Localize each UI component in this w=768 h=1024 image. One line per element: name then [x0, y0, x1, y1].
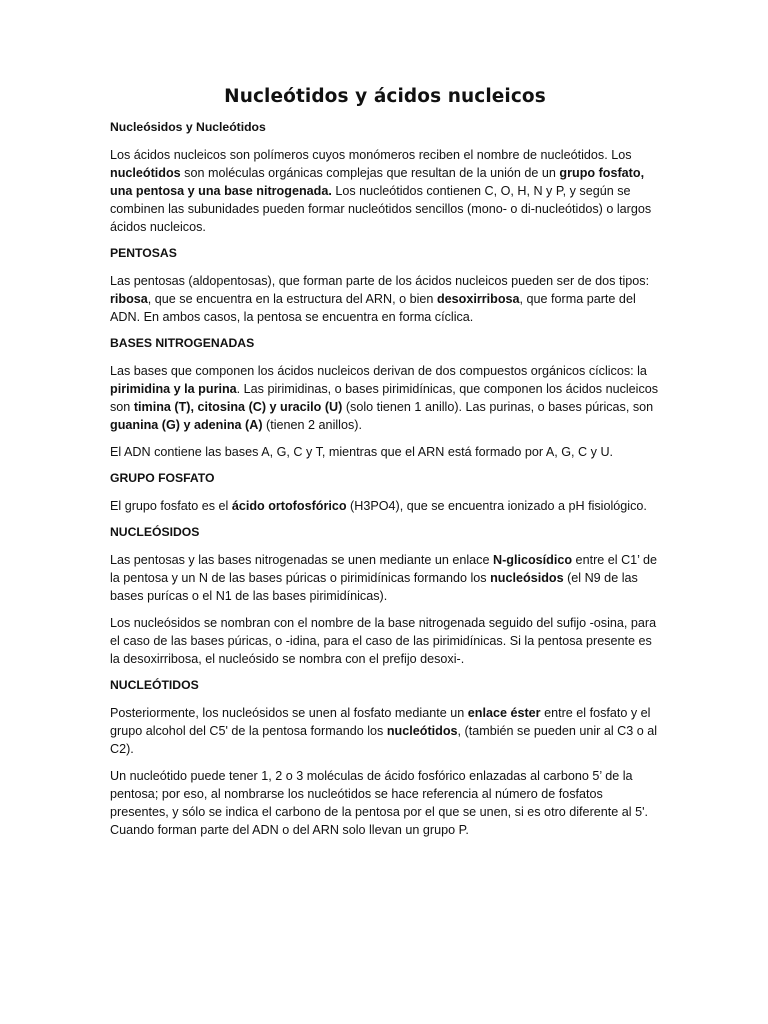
section-heading: GRUPO FOSFATO [110, 471, 215, 485]
text-run: Los ácidos nucleicos son polímeros cuyos monómeros reciben el nombre de nucleótidos. Los [110, 148, 632, 162]
section-heading: Nucleósidos y Nucleótidos [110, 120, 266, 134]
text-run: (H3PO4), que se encuentra ionizado a pH fisiológico. [346, 499, 647, 513]
text-run: Las bases que componen los ácidos nucleicos derivan de dos compuestos orgánicos cíclicos: la [110, 364, 647, 378]
document-title: Nucleótidos y ácidos nucleicos [224, 86, 546, 107]
bold-term: nucleósidos [490, 571, 564, 585]
text-run: , que forma parte del ADN. En ambos casos, la pentosa se encuentra en forma cíclica. [110, 292, 636, 324]
body-paragraph [110, 272, 660, 326]
body-paragraph [110, 614, 660, 668]
text-run: , (también se pueden unir al C3 o al C2). [110, 724, 658, 756]
body-paragraph [110, 443, 660, 461]
section-heading: NUCLEÓTIDOS [110, 678, 199, 692]
text-run: Un nucleótido puede tener 1, 2 o 3 moléculas de ácido fosfórico enlazadas al carbono 5’ de la pentosa; por eso, al nombrarse los nucleótidos se hace referencia al número de fosfatos presentes, y sólo se indica el carbono de la pentosa por el que se unen, si es otro diferente al 5'. Cuando forman parte del ADN o del ARN solo llevan un grupo P. [110, 769, 648, 837]
document-body [110, 119, 660, 839]
bold-term: N-glicosídico [492, 553, 573, 567]
bold-term: grupo fosfato, una pentosa y una base nitrogenada. [110, 166, 645, 198]
body-paragraph [110, 362, 660, 434]
text-run: , que se encuentra en la estructura del ARN, o bien [147, 292, 437, 306]
text-run: (solo tienen 1 anillo). Las purinas, o bases púricas, son [342, 400, 654, 414]
text-run: (el N9 de las bases purícas o el N1 de las bases pirimidínicas). [110, 571, 638, 603]
bold-term: nucleótidos [110, 166, 181, 180]
text-run: . Las pirimidinas, o bases pirimidínicas, que componen los ácidos nucleicos son [110, 382, 659, 414]
text-run: Las pentosas (aldopentosas), que forman parte de los ácidos nucleicos pueden ser de dos tipos: [110, 274, 650, 288]
bold-term: ácido ortofosfórico [231, 499, 347, 513]
bold-term: guanina (G) y adenina (A) [110, 418, 263, 432]
text-run: El grupo fosfato es el [110, 499, 232, 513]
section-heading: BASES NITROGENADAS [110, 336, 255, 350]
bold-term: pirimidina y la purina [110, 382, 237, 396]
bold-term: enlace éster [467, 706, 541, 720]
text-run: Las pentosas y las bases nitrogenadas se unen mediante un enlace [110, 553, 493, 567]
bold-term: timina (T), citosina (C) y uracilo (U) [133, 400, 343, 414]
section-heading: PENTOSAS [110, 246, 177, 260]
body-paragraph [110, 497, 660, 515]
text-run: Los nucleósidos se nombran con el nombre de la base nitrogenada seguido del sufijo -osina, para el caso de las bases púricas, o -idina, para el caso de las pirimidínicas. Si la pentosa presente es la desoxirribosa, el nucleósido se nombra con el prefijo desoxi-. [110, 616, 657, 666]
text-run: entre el fosfato y el grupo alcohol del C5' de la pentosa formando los [110, 706, 651, 738]
text-run: entre el C1’ de la pentosa y un N de las bases púricas o pirimidínicas formando los [110, 553, 658, 585]
text-run: (tienen 2 anillos). [262, 418, 362, 432]
body-paragraph [110, 551, 660, 605]
section-heading: NUCLEÓSIDOS [110, 525, 200, 539]
text-run: son moléculas orgánicas complejas que resultan de la unión de un [180, 166, 560, 180]
bold-term: ribosa [110, 292, 148, 306]
body-paragraph [110, 146, 660, 236]
bold-term: nucleótidos [386, 724, 458, 738]
text-run: El ADN contiene las bases A, G, C y T, mientras que el ARN está formado por A, G, C y U. [110, 445, 614, 459]
text-run: Los nucleótidos contienen C, O, H, N y P, y según se combinen las subunidades pueden formar nucleótidos sencillos (mono- o di-nucleótidos) o largos ácidos nucleicos. [110, 184, 652, 234]
body-paragraph [110, 704, 660, 758]
text-run: Posteriormente, los nucleósidos se unen al fosfato mediante un [110, 706, 468, 720]
body-paragraph [110, 767, 660, 839]
bold-term: desoxirribosa [436, 292, 520, 306]
